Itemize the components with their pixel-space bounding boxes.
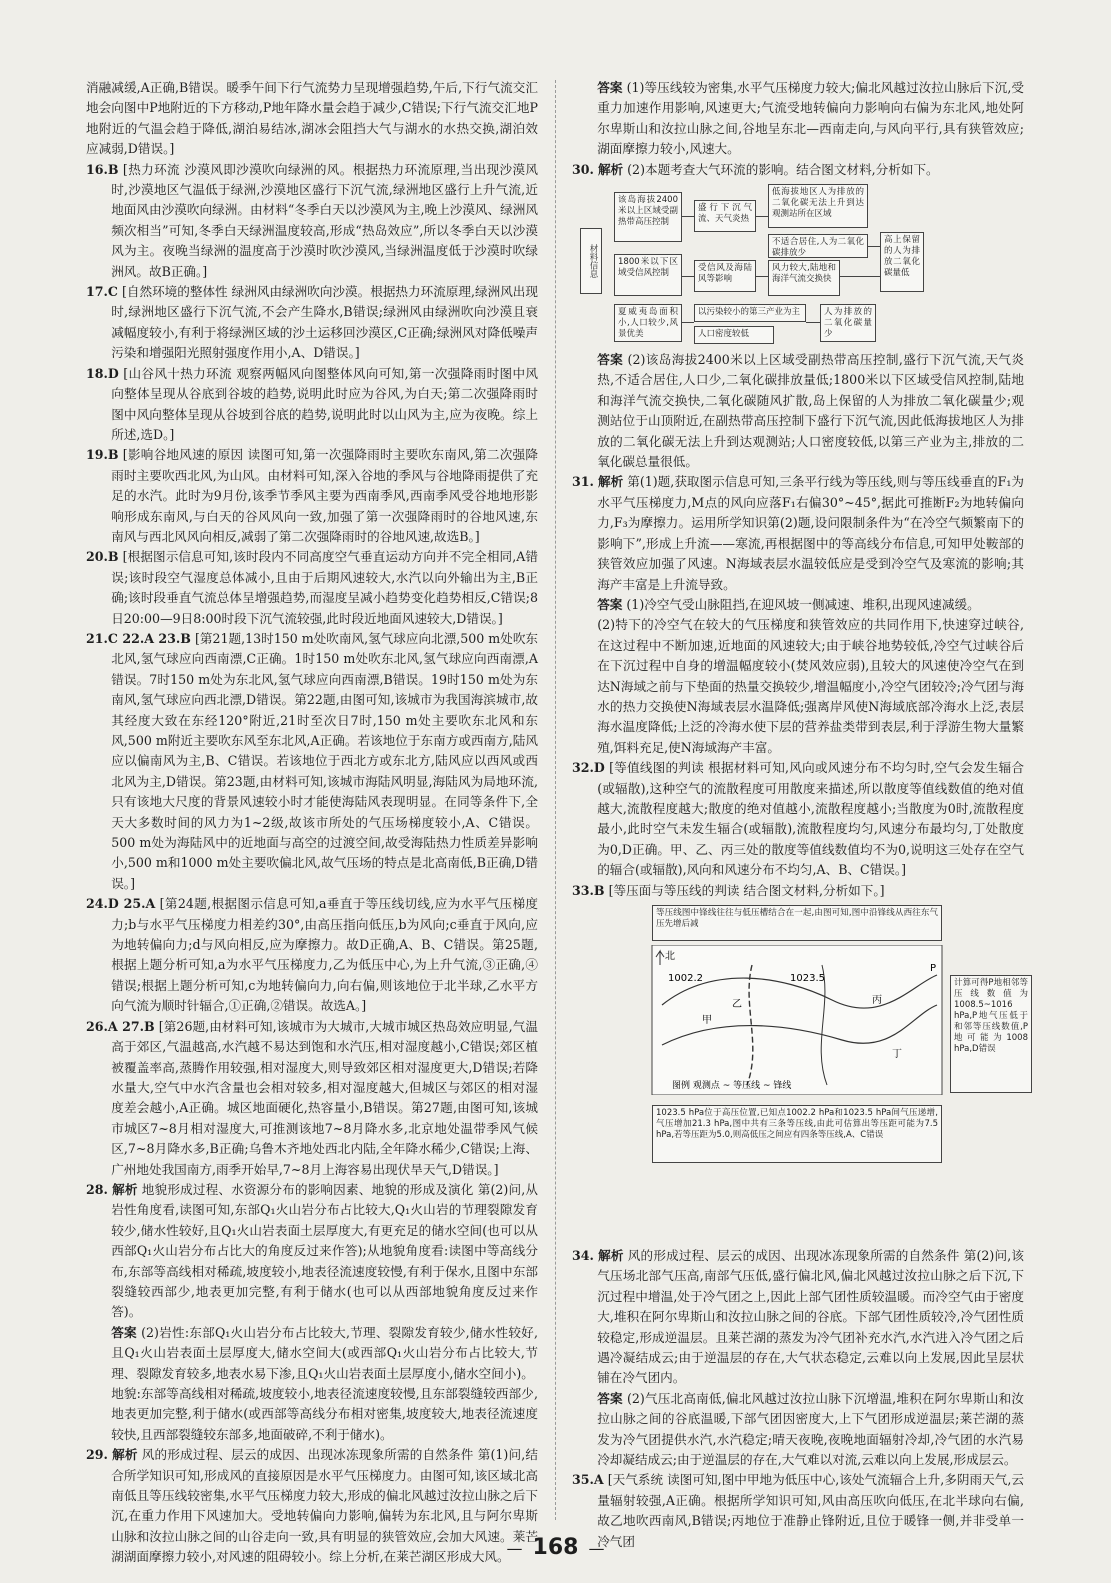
section-label: 解析 — [597, 161, 624, 177]
item-number: 30. — [572, 161, 594, 177]
section-label: 答案 — [597, 1390, 623, 1406]
diagram-node: 夏威夷岛面积小,人口较少,风景优美 — [614, 304, 682, 342]
item-number: 21.C 22.A 23.B — [86, 630, 191, 646]
right-column-mid — [572, 350, 1024, 901]
right-column-top — [572, 78, 1024, 180]
item-number: 19.B — [86, 447, 119, 463]
diagram-node: 受信风及海陆风等影响 — [694, 260, 756, 292]
solution-item — [86, 1180, 538, 1323]
body-text: [等值线图的判读 根据材料可知,风向或风速分布不均匀时,空气会发生辐合(或辐散),这种空气的流散程度可用散度来描述,所以散度等值线数值的绝对值越大,流散程度越大;散度的绝对值越小,流散程度越小;当散度为0时,流散程度最小,此时空气未发生辐合(或辐散),流散程度均匀,风速分布最均匀,丁处散度为0,D正确。甲、乙、丙三处的散度等值线数值均不为0,说明这三处存在空气的辐合(或辐散),风向和风速分布不均匀,A、B、C错误。] — [597, 760, 1024, 878]
body-text: 第(1)题,获取图示信息可知,三条平行线为等压线,则与等压线垂直的F₁为水平气压梯度力,M点的风向应落F₁右偏30°~45°,据此可推断F₂为地转偏向力,F₃为摩擦力。运用所学知识第(2)题,设问限制条件为“在冷空气频繁南下的影响下”,形成上升流——寒流,再根据图中的等高线分布信息,可知甲处鞍部的狭管效应加强了风速。N海域表层水温较低应是受到冷空气及寒流的影响;其海产丰富是上升流导致。 — [597, 474, 1025, 592]
pressure-label: 1002.2 — [668, 973, 703, 984]
body-text: (2)本题考查大气环流的影响。结合图文材料,分析如下。 — [627, 161, 939, 177]
diagram-node: 低海拔地区人为排放的二氧化碳无法上升到达观测站所在区域 — [768, 184, 868, 228]
solution-item — [86, 547, 538, 629]
page-number: — 168 — — [0, 1535, 1111, 1560]
right-column — [572, 78, 1028, 1552]
column-divider — [555, 80, 556, 1520]
body-text: [自然环境的整体性 绿洲风由绿洲吹向沙漠。根据热力环流原理,绿洲风出现时,绿洲地区盛行下沉气流,不会产生降水,B错误;绿洲风由绿洲吹向沙漠且衰减幅度较小,有利于将绿洲区域的沙土运移回沙漠区,C正确;绿洲风对降低噪声污染和增强阳光照射强度作用小,A、D错误。] — [111, 284, 538, 361]
body-text: 风的形成过程、层云的成因、出现冰冻现象所需的自然条件 第(1)问,结合所学知识可知,形成风的直接原因是水平气压梯度力。由图可知,该区域北高南低且等压线较密集,水平气压梯度力较大,形成的偏北风越过汝拉山脉之后下沉,在重力作用下风速加大。受地转偏向力影响,偏转为东北风,且与阿尔卑斯山脉和汝拉山脉之间的山谷走向一致,具有明显的狭管效应,会加大风速。莱芒湖湖面摩擦力较小,对风速的阻碍较小。综上分析,在莱芒湖区形成大风。 — [111, 1447, 538, 1565]
item-number: 29. — [86, 1447, 108, 1463]
answer-paragraph — [572, 615, 1024, 758]
body-text: (2)该岛海拔2400米以上区域受副热带高压控制,盛行下沉气流,天气炎热,不适合居住,人口少,二氧化碳排放量低;1800米以下区域受信风控制,陆地和海洋气流交换快,二氧化碳随风扩散,岛上保留的人为排放二氧化碳量少;观测站位于山顶附近,在副热带高压控制下盛行下沉气流,因此低海拔地区人为排放的二氧化碳无法上升到达观测站;人口密度较低,以第三产业为主,排放的二氧化碳总量很低。 — [597, 352, 1024, 470]
solution-item — [86, 629, 538, 894]
diagram-node: 该岛海拔2400米以上区域受副热带高压控制 — [614, 192, 682, 242]
diagram-note: 计算可得P地相邻等压线数值为1008.5~1016 hPa,P地气压低于和邻等压线数值,P地可能为1008 hPa,D错误 — [950, 975, 1032, 1093]
answer-paragraph — [572, 595, 1024, 615]
diagram-node-material: 材料信息 — [580, 228, 602, 294]
item-number: 35.A — [572, 1472, 604, 1488]
diagram-arrow — [868, 246, 880, 247]
item-number: 26.A 27.B — [86, 1018, 155, 1034]
body-text: 地貌:东部等高线相对稀疏,坡度较小,地表径流速度较慢,且东部裂缝较西部少,地表更加完整,利于储水(或西部等高线分布相对密集,坡度较大,地表径流速度较快,且西部裂缝较东部多,地面破碎,不利于储水)。 — [111, 1386, 538, 1442]
continued-paragraph — [86, 78, 538, 160]
body-text: [热力环流 沙漠风即沙漠吹向绿洲的风。根据热力环流原理,当出现沙漠风时,沙漠地区气温低于绿洲,沙漠地区盛行下沉气流,绿洲地区盛行上升气流,近地面风由沙漠吹向绿洲。由材料“冬季白天以沙漠风为主,晚上沙漠风、绿洲风频次相当”可知,冬季白天绿洲温度较高,形成“热岛效应”,所以冬季白天以沙漠风为主。夜晚当绿洲的温度高于沙漠时吹沙漠风,当绿洲温度低于沙漠时吹绿洲风。故B正确。] — [111, 161, 538, 279]
section-label: 答案 — [597, 352, 624, 368]
answer-paragraph — [86, 1323, 538, 1384]
item-number: 33.B — [572, 882, 605, 898]
body-text: 风的形成过程、层云的成因、出现冰冻现象所需的自然条件 第(2)问,该气压场北部气压高,南部气压低,盛行偏北风,偏北风越过汝拉山脉之后下沉,下沉过程中增温,处于冷气团之上,因此上部气团性质较温暖。而冷空气由于密度大,堆积在阿尔卑斯山和汝拉山脉之间的谷底。下部气团性质较冷,冷气团性质较稳定,形成逆温层。且莱芒湖的蒸发为冷气团补充水汽,水汽进入冷气团之后遇冷凝结成云;由于逆温层的存在,大气状态稳定,云难以向上发展,因此呈层状铺在冷气团内。 — [597, 1248, 1024, 1386]
diagram-node: 人为排放的二氧化碳量少 — [820, 304, 876, 342]
point-label: P — [930, 963, 937, 974]
answer-paragraph — [572, 1389, 1024, 1471]
solution-item — [572, 1246, 1024, 1389]
diagram-arrow — [682, 322, 694, 323]
body-text: [第21题,13时150 m处吹南风,氢气球应向北漂,500 m处吹东北风,氢气球应向西南漂,C正确。1时150 m处吹东北风,氢气球应向西南漂,A错误。7时150 m处为东北风,氢气球应向西南漂,B错误。19时150 m处为东南风,氢气球应向西北漂,D错误。第22题,由图可知,该城市为我国海滨城市,故其经度大致在东经120°附近,21时至次日7时,150 m处主要吹东北风和东风,500 m附近主要吹东风至东北风,A正确。若该地位于东南方或西南方,陆风应以偏南风为主,B、C错误。若该地位于西北方或东北方,陆风应以西风或西北风为主,D错误。第23题,由材料可知,该城市海陆风明显,海陆风为局地环流,只有该地大尺度的背景风速较小时才能使海陆风表现明显。在同等条件下,全天大多数时间的风力为1~2级,故该市所处的气压场梯度较小,A、C错误。500 m处为海陆风中的近地面与高空的过渡空间,故受海陆热力性质差异影响小,500 m和1000 m处主要吹偏北风,故气压场的特点是北高南低,B正确,D错误。] — [111, 630, 539, 891]
diagram-arrow — [682, 276, 694, 277]
diagram-arrow — [840, 276, 880, 277]
pressure-label: 1023.5 — [790, 973, 825, 984]
diagram-node: 不适合居住,人为二氧化碳排放少 — [768, 234, 868, 258]
body-text: [根据图示信息可知,该时段内不同高度空气垂直运动方向并不完全相同,A错误;该时段空气湿度总体减小,且由于后期风速较大,水汽以向外输出为主,B正确;该时段垂直气流总体呈增强趋势,而湿度呈减小趋势变化趋势相反,C错误;8日20:00—9日8:00时段下沉气流较强,此时段近地面风速较大,D错误。] — [111, 549, 538, 626]
body-text: (2)特下的冷空气在较大的气压梯度和狭管效应的共同作用下,快速穿过峡谷,在这过程中不断加速,近地面的风速较大;由于峡谷地势较低,冷空气过峡谷后在下沉过程中自身的增温幅度较小(焚风效应弱),且较大的风速使冷空气在到达N海域之前与下垫面的热量交换较少,增温幅度小,冷空气团较冷;冷气团与海水的热力交换使N海域表层水温降低;强离岸风使N海域底部冷海水上泛,表层海水温度降低;上泛的冷海水使下层的营养盐类带到表层,利于浮游生物大量繁殖,饵料充足,使N海域海产丰富。 — [597, 617, 1024, 755]
diagram-arrow — [806, 322, 820, 323]
section-label: 解析 — [597, 474, 624, 490]
answer-paragraph — [86, 1384, 538, 1445]
answer-paragraph — [572, 78, 1024, 160]
section-label: 解析 — [112, 1447, 138, 1463]
isobar-map — [632, 945, 962, 1095]
solution-item — [86, 364, 538, 446]
item-number: 17.C — [86, 284, 118, 300]
solution-item — [86, 1017, 538, 1180]
left-column — [86, 78, 538, 1568]
item-number: 16.B — [86, 161, 119, 177]
body-text: 消融减缓,A正确,B错误。暖季午间下行气流势力呈现增强趋势,午后,下行气流交汇地会向图中P地附近的下方移动,P地年降水量会趋于减少,C错误;下行气流交汇地P地附近的气温会趋于降低,湖泊易结冰,湖冰会阻挡大气与湖水的水热交换,湖泊效应减弱,D错误。] — [86, 80, 538, 157]
item-number: 32.D — [572, 760, 605, 776]
section-label: 解析 — [112, 1181, 138, 1197]
body-text: [等压面与等压线的判读 结合图文材料,分析如下。] — [608, 882, 885, 898]
item-number: 24.D 25.A — [86, 896, 156, 912]
diagram-node: 盛行下沉气流、天气炎热 — [694, 200, 756, 232]
point-label: 丁 — [892, 1049, 902, 1060]
item-number: 31. — [572, 474, 594, 490]
solution-item — [572, 160, 1024, 180]
point-label: 甲 — [702, 1015, 712, 1026]
item-number: 20.B — [86, 549, 119, 565]
diagram-arrow — [682, 216, 694, 217]
solution-item — [572, 758, 1024, 880]
right-column-bottom — [572, 1246, 1024, 1552]
solution-item — [86, 445, 538, 547]
diagram-node: 1800米以下区域受信风控制 — [614, 254, 682, 296]
flow-diagram-30 — [580, 184, 1024, 348]
diagram-node: 高上保留的人为排放二氧化碳量低 — [880, 232, 924, 292]
body-text: [第24题,根据图示信息可知,a垂直于等压线切线,应为水平气压梯度力;b与水平气压梯度力相差约30°,由高压指向低压,b为风向;c垂直于风向,应为地转偏向力;d与风向相反,应为摩擦力。故D正确,A、B、C错误。第25题,根据上题分析可知,a为水平气压梯度力,乙为低压中心,为上升气流,③正确,④错误;根据上题分析可知,c为地转偏向力,向右偏,则该地位于北半球,乙水平方向气流为顺时针辐合,①正确,②错误。故选A。] — [111, 896, 538, 1014]
body-text: [山谷风十热力环流 观察两幅风向图整体风向可知,第一次强降雨时图中风向整体呈现从谷底到谷坡的趋势,说明此时应为谷风,为白天;第二次强降雨时图中风向整体呈现从谷坡到谷底的趋势,说明此时以山风为主,应为夜晚。综上所述,选D。] — [111, 365, 538, 442]
section-label: 解析 — [598, 1248, 624, 1263]
item-number: 18.D — [86, 365, 119, 381]
solution-item — [86, 894, 538, 1016]
point-label: 丙 — [872, 995, 882, 1006]
north-label: 北 — [665, 951, 675, 962]
diagram-node: 以污染较小的第三产业为主 — [694, 304, 806, 322]
isobar-analysis-diagram-33 — [632, 905, 1028, 1240]
diagram-node: 风力较大,陆地和海洋气流交换快 — [768, 260, 840, 296]
item-number: 28. — [86, 1181, 108, 1197]
body-text: (1)冷空气受山脉阻挡,在迎风坡一侧减速、堆积,出现风速减缓。 — [626, 596, 980, 612]
diagram-note: 1023.5 hPa位于高压位置,已知点1002.2 hPa和1023.5 hPa间气压递增,气压增加21.3 hPa,图中共有三条等压线,由此可估算出等压距可能为7.5 hPa,若等压距为5.0,则高低压之间应有四条等压线,A、C错误 — [652, 1105, 942, 1163]
solution-item — [572, 472, 1024, 594]
body-text: [影响谷地风速的原因 读图可知,第一次强降雨时主要吹东南风,第二次强降雨时主要吹西北风,为山风。由材料可知,深入谷地的季风与谷地降雨提供了充足的水汽。此时为9月份,该季节季风主要为西南季风,西南季风受谷地地形影响形成东南风,与白天的谷风风向一致,加强了第一次强降雨时的谷地风速,东南风与西北风风向相反,减弱了第二次强降雨时的谷地风速,故选B。] — [111, 447, 538, 544]
map-legend: 图例 观测点 ~ 等压线 ~ 锋线 — [672, 1081, 792, 1091]
section-label: 答案 — [111, 1324, 137, 1340]
body-text: (2)岩性:东部Q₁火山岩分布占比较大,节理、裂隙发育较少,储水性较好,且Q₁火山岩表面土层厚度大,储水空间大(或西部Q₁火山岩分布占比较大,节理、裂隙发育较多,地表水易下渗,且Q₁火山岩表面土层厚度小,储水空间小)。 — [111, 1324, 539, 1381]
body-text: (1)等压线较为密集,水平气压梯度力较大;偏北风越过汝拉山脉后下沉,受重力加速作用影响,风速更大;气流受地转偏向力影响向右偏为东北风,地处阿尔卑斯山和汝拉山脉之间,谷地呈东北—西南走向,与风向平行,具有狭管效应;湖面摩擦力较小,风速大。 — [597, 80, 1025, 157]
diagram-arrow — [756, 276, 768, 277]
solution-item — [86, 160, 538, 282]
item-number: 34. — [572, 1248, 594, 1263]
diagram-arrow — [756, 216, 768, 217]
body-text: [第26题,由材料可知,该城市为大城市,大城市城区热岛效应明显,气温高于郊区,气温越高,水汽越不易达到饱和水汽压,相对湿度越小,C错误;郊区植被覆盖率高,蒸腾作用较强,相对湿度大,则导致郊区相对湿度更大,D错误;若降水量大,空气中水汽含量也会相对较多,相对湿度越大,但城区与郊区的相对湿度差会越小,A正确。城区地面硬化,热容量小,B错误。第27题,由图可知,该城市城区7~8月相对湿度大,可推测该地7~8月降水多,北京地处温带季风气候区,7~8月降水多,B正确;乌鲁木齐地处西北内陆,全年降水稀少,C错误;上海、广州地处我国南方,雨季开始早,7~8月上海容易出现伏旱天气,D错误。] — [111, 1018, 538, 1177]
body-text: [天气系统 读图可知,图中甲地为低压中心,该处气流辐合上升,多阴雨天气,云量辐射较强,A正确。根据所学知识可知,风由高压吹向低压,在北半球向右偏,故乙地吹西南风,B错误;丙地位于准静止锋附近,且位于暖锋一侧,并非受单一冷气团 — [597, 1472, 1024, 1549]
solution-item — [86, 282, 538, 364]
body-text: (2)气压北高南低,偏北风越过汝拉山脉下沉增温,堆积在阿尔卑斯山和汝拉山脉之间的谷底温暖,下部气团因密度大,上下气团形成逆温层;莱芒湖的蒸发为冷气团提供水汽,水汽稳定;晴天夜晚,夜晚地面辐射冷却,冷气团的水汽易冷却凝结成云;由于逆温层的存在,大气难以对流,云难以向上发展,形成层云。 — [597, 1390, 1024, 1468]
solution-item — [572, 881, 1024, 901]
section-label: 答案 — [597, 596, 623, 612]
section-label: 答案 — [597, 80, 623, 95]
answer-paragraph — [572, 350, 1024, 472]
diagram-node: 人口密度较低 — [694, 326, 774, 344]
point-label: 乙 — [732, 999, 742, 1010]
diagram-note: 等压线图中锋线往往与低压槽结合在一起,由图可知,图中沿锋线从西往东气压先增后减 — [652, 905, 942, 941]
body-text: 地貌形成过程、水资源分布的影响因素、地貌的形成及演化 第(2)问,从岩性角度看,读图可知,东部Q₁火山岩分布占比较大,Q₁火山岩的节理裂隙发育较少,储水性较好,且Q₁火山岩表面土层厚度大,有更充足的储水空间(也可以从西部Q₁火山岩分布占比大的角度反过来作答);从地貌角度看:读图中等高线分布,东部等高线相对稀疏,坡度较小,地表径流速度较慢,有利于保水,且图中东部裂缝较西部少,地表更加完整,有利于储水(也可以从西部地貌角度反过来作答)。 — [111, 1181, 538, 1320]
